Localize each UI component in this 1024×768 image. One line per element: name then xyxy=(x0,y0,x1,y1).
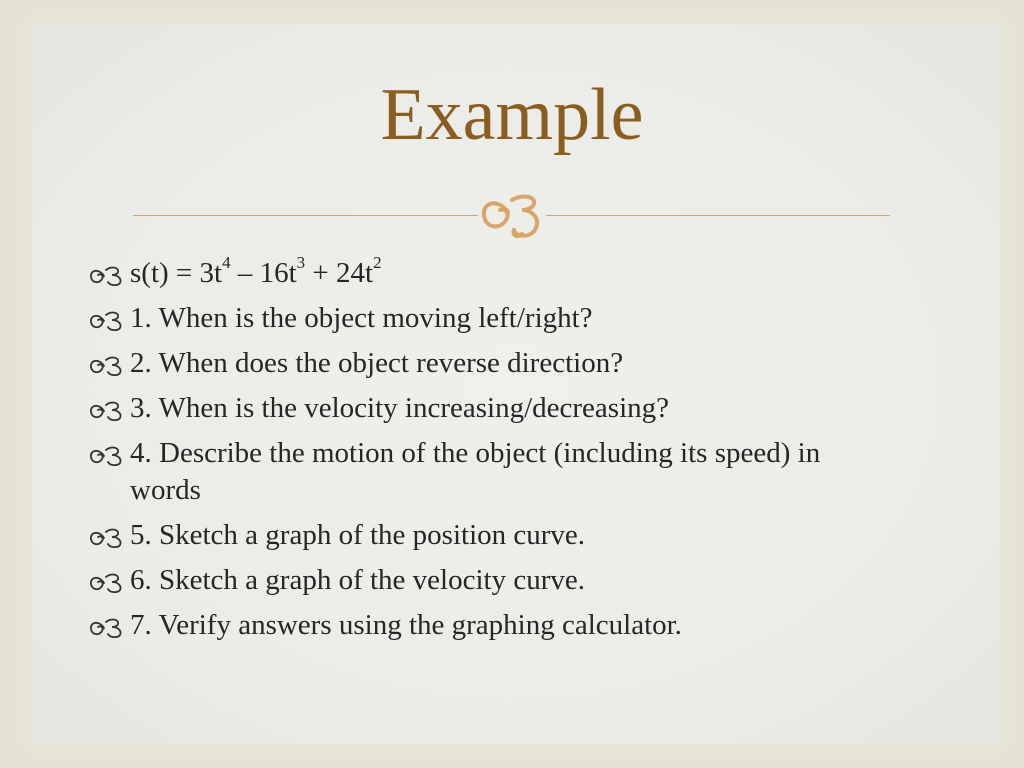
question-item-3 xyxy=(88,390,888,427)
question-text: 4. Describe the motion of the object (including its speed) in words xyxy=(130,437,821,506)
equation-text: $s(t) = 3t^4 - 16t^3 + 24t^2$ xyxy=(130,253,382,289)
question-text: 5. Sketch a graph of the position curve. xyxy=(130,519,586,551)
question-text: 1. When is the object moving left/right? xyxy=(130,302,593,334)
question-item-4 xyxy=(88,435,888,509)
fleuron-bullet-icon xyxy=(88,444,124,466)
fleuron-ornament-icon xyxy=(478,188,546,240)
question-item-5 xyxy=(88,517,888,554)
fleuron-bullet-icon xyxy=(88,399,124,421)
fleuron-bullet-icon xyxy=(88,616,124,638)
question-item-6 xyxy=(88,562,888,599)
fleuron-bullet-icon xyxy=(88,526,124,548)
fleuron-bullet-icon xyxy=(88,264,124,286)
slide-title: Example xyxy=(380,74,644,156)
bullet-list xyxy=(88,255,888,652)
equation-item xyxy=(88,255,888,292)
title-divider-left xyxy=(133,215,478,216)
fleuron-bullet-icon xyxy=(88,571,124,593)
question-item-1 xyxy=(88,300,888,337)
question-text: 2. When does the object reverse direction? xyxy=(130,347,624,379)
title-divider-right xyxy=(546,215,890,216)
fleuron-bullet-icon xyxy=(88,354,124,376)
question-text: 7. Verify answers using the graphing calculator. xyxy=(130,609,682,641)
fleuron-bullet-icon xyxy=(88,309,124,331)
question-text: 3. When is the velocity increasing/decreasing? xyxy=(130,392,669,424)
question-item-7 xyxy=(88,607,888,644)
question-text: 6. Sketch a graph of the velocity curve. xyxy=(130,564,585,596)
question-item-2 xyxy=(88,345,888,382)
